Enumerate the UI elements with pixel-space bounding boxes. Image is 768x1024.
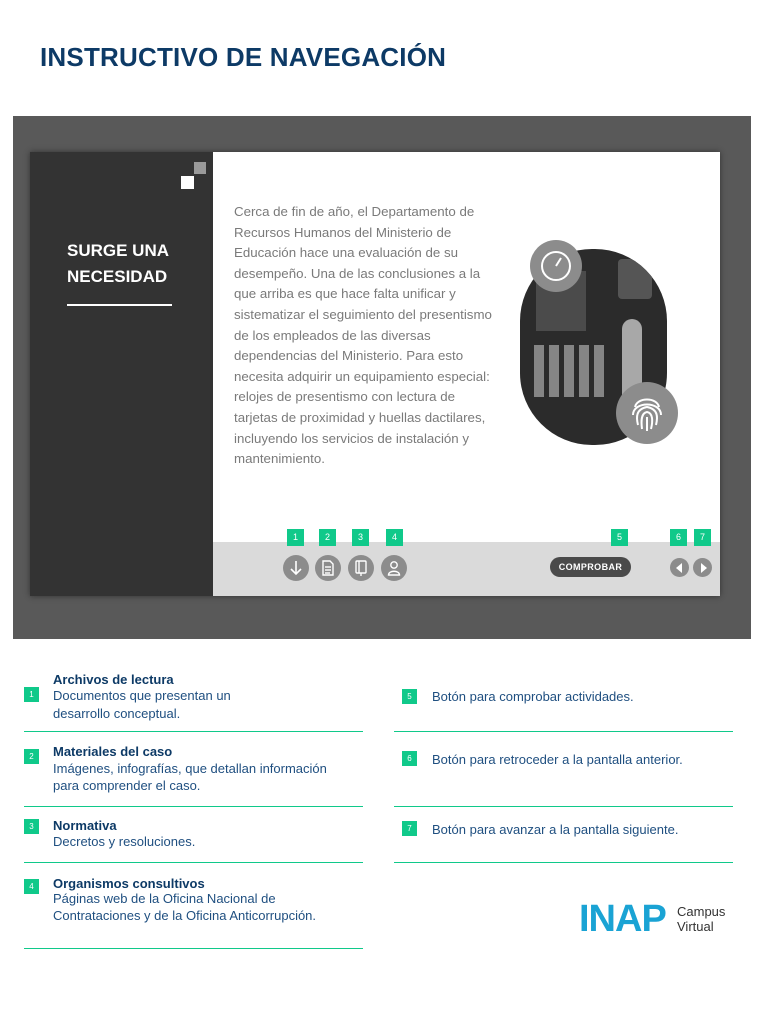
legend-description: Documentos que presentan un [53, 688, 231, 703]
number-tag-6: 6 [670, 529, 687, 546]
logo-subtitle-line: Campus [677, 904, 726, 919]
previous-button[interactable] [670, 558, 689, 577]
check-button[interactable]: COMPROBAR [550, 557, 631, 577]
logo-subtitle-line: Virtual [677, 919, 714, 934]
document-icon [321, 560, 335, 576]
advisory-bodies-button[interactable] [381, 555, 407, 581]
slide-toolbar [213, 532, 720, 596]
number-tag-2: 2 [319, 529, 336, 546]
legend-item-previous [394, 744, 733, 807]
number-tag-3: 3 [352, 529, 369, 546]
clock-icon [530, 240, 582, 292]
legend-number: 6 [402, 751, 417, 766]
number-tag-1: 1 [287, 529, 304, 546]
legend-description: Decretos y resoluciones. [53, 834, 196, 849]
legend-title: Archivos de lectura [53, 672, 174, 687]
legend-number: 1 [24, 687, 39, 702]
chevron-left-icon [676, 563, 684, 573]
legend-title: Normativa [53, 818, 117, 833]
legend-item-reading-files [24, 672, 363, 732]
legend-number: 2 [24, 749, 39, 764]
decorative-square [194, 162, 206, 174]
legend-title: Materiales del caso [53, 744, 173, 759]
legend-item-check [394, 672, 733, 732]
legend-description: Contrataciones y de la Oficina Anticorrupción. [53, 908, 317, 923]
slide-preview [30, 152, 720, 596]
legend-description: desarrollo conceptual. [53, 706, 181, 721]
slide-side-panel [30, 152, 213, 596]
heading-underline [67, 304, 172, 306]
case-materials-button[interactable] [315, 555, 341, 581]
next-button[interactable] [693, 558, 712, 577]
legend-description: para comprender el caso. [53, 778, 201, 793]
legend-number: 3 [24, 819, 39, 834]
legend-item-advisory-bodies [24, 876, 363, 949]
legend-item-regulations [24, 818, 363, 863]
legend-description: Botón para comprobar actividades. [432, 689, 634, 704]
slide-heading: SURGE UNA NECESIDAD [67, 241, 169, 286]
legend-number: 5 [402, 689, 417, 704]
logo-subtitle [677, 904, 725, 934]
download-arrow-icon [289, 560, 303, 576]
logo-wordmark: INAP [579, 898, 666, 940]
regulations-button[interactable] [348, 555, 374, 581]
legend-description: Imágenes, infografías, que detallan información [53, 761, 327, 776]
slide-body-text: Cerca de fin de año, el Departamento de Recursos Humanos del Ministerio de Educación hace una evaluación de su desempeño. Una de las conclusiones a la que arriba es que hace falta unificar y sistematizar el seguimiento del presentismo de los empleados de las diversas dependencias del Ministerio. Para esto necesita adquirir un equipamiento especial: relojes de presentismo con lectura de tarjetas de proximidad y huellas dactilares, incluyendo los servicios de instalación y mantenimiento. [234, 204, 492, 467]
person-icon [387, 560, 401, 576]
device-panel [618, 259, 652, 299]
legend-title: Organismos consultivos [53, 876, 205, 891]
legend-item-next [394, 818, 733, 863]
legend-description: Botón para avanzar a la pantalla siguiente. [432, 822, 679, 837]
device-keypad [534, 345, 604, 397]
number-tag-7: 7 [694, 529, 711, 546]
legend-item-case-materials [24, 744, 363, 807]
book-icon [354, 560, 368, 576]
legend-number: 4 [24, 879, 39, 894]
number-tag-5: 5 [611, 529, 628, 546]
number-tag-4: 4 [386, 529, 403, 546]
decorative-square [181, 176, 194, 189]
page-title: INSTRUCTIVO DE NAVEGACIÓN [40, 42, 447, 72]
reading-files-button[interactable] [283, 555, 309, 581]
chevron-right-icon [699, 563, 707, 573]
legend-description: Páginas web de la Oficina Nacional de [53, 891, 276, 906]
fingerprint-icon [616, 382, 678, 444]
legend-number: 7 [402, 821, 417, 836]
legend-description: Botón para retroceder a la pantalla anterior. [432, 752, 683, 767]
